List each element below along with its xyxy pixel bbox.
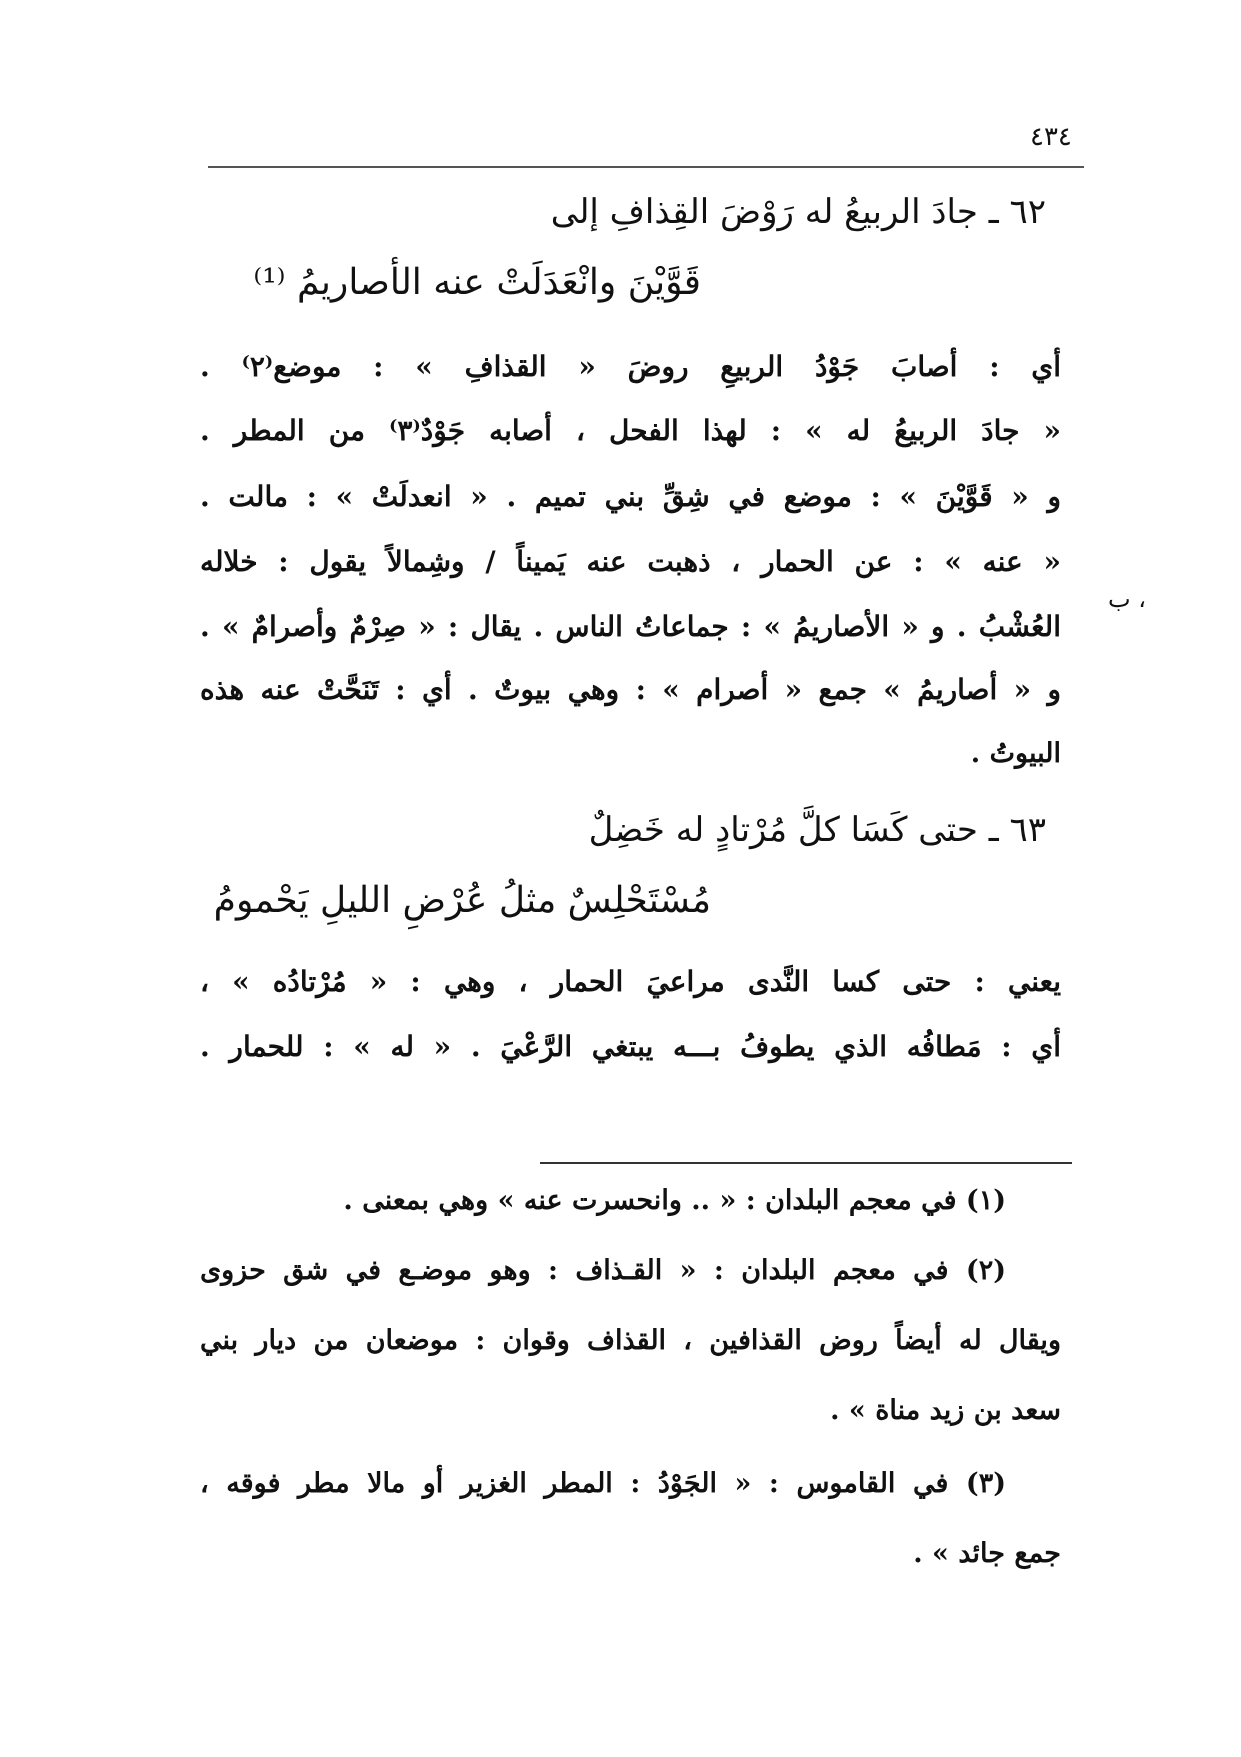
commentary-62-line: و « أصاريمُ » جمع « أصرام » : وهي بيوتٌ . أي : تَنَحَّتْ عنه هذه — [200, 673, 1061, 706]
footnote-line: سعد بن زيد مناة » . — [830, 1395, 1061, 1426]
header-rule — [208, 166, 1084, 168]
verse-63-line-2: مُسْتَحْلِسٌ مثلُ عُرْضِ الليلِ يَحْمومُ — [213, 880, 711, 921]
page-number: ٤٣٤ — [1030, 122, 1072, 152]
commentary-62-line: « جادَ الربيعُ له » : لهذا الفحل ، أصابه جَوْدٌ⁽٣⁾ من المطر . — [200, 414, 1062, 447]
footnote-line: (٢) في معجم البلدان : « القـذاف : وهو موضـع في شق حزوى — [200, 1255, 1006, 1286]
verse-62-line-2: قَوَّيْنَ وانْعَدَلَتْ عنه الأصاريمُ ⁽¹⁾ — [253, 262, 701, 303]
verse-62-line-1: ٦٢ ـ جادَ الربيعُ له رَوْضَ القِذافِ إلى — [550, 192, 1046, 232]
commentary-62-line: و « قَوَّيْنَ » : موضع في شِقِّ بني تميم . « انعدلَتْ » : مالت . — [200, 480, 1061, 513]
commentary-63-line: يعني : حتى كسا النَّدى مراعيَ الحمار ، وهي : « مُرْتادُه » ، — [200, 965, 1061, 998]
commentary-62-line: العُشْبُ . و « الأصاريمُ » : جماعاتُ الناس . يقال : « صِرْمٌ وأصرامٌ » . — [200, 610, 1061, 643]
commentary-62-line: أي : أصابَ جَوْدُ الربيعِ روضَ « القذافِ » : موضع⁽٢⁾ . — [200, 350, 1061, 383]
footnote-rule — [540, 1162, 1072, 1164]
margin-note: ، ب — [1108, 585, 1146, 613]
commentary-63-line: أي : مَطافُه الذي يطوفُ بـــه يبتغي الرَّعْيَ . « له » : للحمار . — [200, 1030, 1061, 1063]
commentary-62-line: البيوتُ . — [970, 738, 1061, 769]
footnote-line: ويقال له أيضاً روض القذافين ، القذاف وقوان : موضعان من ديار بني — [200, 1325, 1061, 1356]
verse-63-line-1: ٦٣ ـ حتى كَسَا كلَّ مُرْتادٍ له خَضِلٌ — [588, 810, 1046, 850]
commentary-62-line: « عنه » : عن الحمار ، ذهبت عنه يَميناً / وشِمالاً يقول : خلاله — [200, 545, 1061, 578]
footnote-line: (١) في معجم البلدان : « .. وانحسرت عنه » وهي بمعنى . — [343, 1185, 1006, 1216]
footnote-line: (٣) في القاموس : « الجَوْدُ : المطر الغزير أو مالا مطر فوقه ، — [200, 1468, 1006, 1499]
footnote-line: جمع جائد » . — [913, 1538, 1061, 1569]
